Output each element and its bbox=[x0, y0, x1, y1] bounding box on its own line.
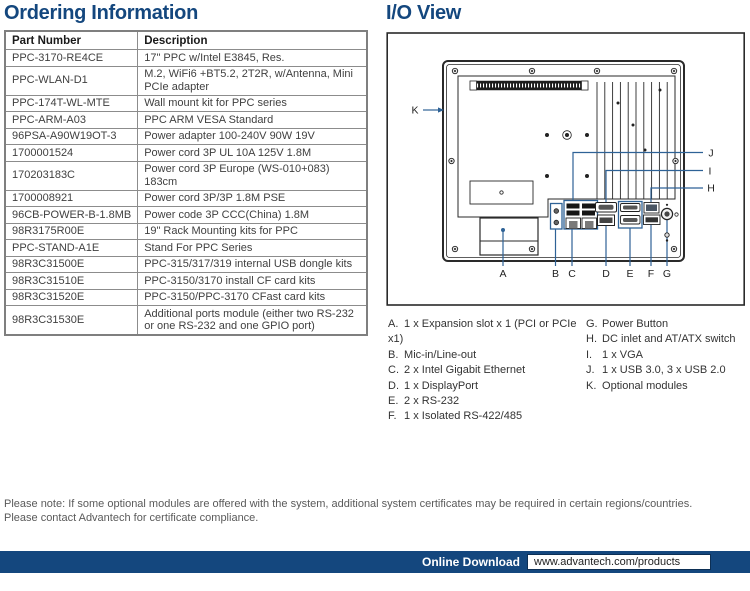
description-cell: PPC ARM VESA Standard bbox=[138, 112, 367, 129]
callout-letter-c: C bbox=[568, 268, 576, 280]
table-row bbox=[5, 190, 367, 207]
part-number-cell: 98R3175R00E bbox=[5, 223, 138, 240]
part-number-cell: 1700008921 bbox=[5, 190, 138, 207]
part-number-cell: 96PSA-A90W19OT-3 bbox=[5, 128, 138, 145]
column-header-part-number: Part Number bbox=[5, 31, 138, 50]
io-legend bbox=[388, 317, 748, 425]
rs232-ports bbox=[619, 202, 643, 229]
table-row bbox=[5, 161, 367, 190]
description-cell: PPC-3150/3170 install CF card kits bbox=[138, 273, 367, 290]
table-row bbox=[5, 240, 367, 257]
callout-letter-d: D bbox=[602, 268, 610, 280]
table-row bbox=[5, 145, 367, 162]
table-row bbox=[5, 306, 367, 336]
part-number-cell: 98R3C31510E bbox=[5, 273, 138, 290]
legend-item: F. 1 x Isolated RS-422/485 bbox=[388, 410, 523, 423]
device-outline bbox=[443, 61, 684, 261]
legend-item: B. Mic-in/Line-out bbox=[388, 348, 477, 361]
description-cell: 19" Rack Mounting kits for PPC bbox=[138, 223, 367, 240]
table-row bbox=[5, 289, 367, 306]
vent-strip bbox=[470, 81, 588, 90]
note-line-1: Please note: If some optional modules are offered with the system, additional system certificates may be required in certain regions/countries. bbox=[4, 498, 693, 510]
io-legend-left-column bbox=[388, 317, 586, 425]
callout-lines bbox=[423, 107, 703, 266]
audio-jacks bbox=[551, 204, 563, 230]
description-cell: Power cord 3P UL 10A 125V 1.8M bbox=[138, 145, 367, 162]
rs422-485-port bbox=[644, 215, 661, 225]
callout-letter-e: E bbox=[626, 268, 634, 280]
table-row bbox=[5, 256, 367, 273]
label-plate bbox=[470, 181, 533, 204]
description-cell: Power cord 3P Europe (WS-010+083) 183cm bbox=[138, 161, 367, 190]
callout-letter-k: K bbox=[411, 104, 419, 117]
legend-item: K. Optional modules bbox=[586, 379, 688, 392]
callout-letter-f: F bbox=[647, 268, 655, 280]
ordering-information-title: Ordering Information bbox=[4, 2, 199, 24]
part-number-cell: PPC-STAND-A1E bbox=[5, 240, 138, 257]
part-number-cell: 170203183C bbox=[5, 161, 138, 190]
callout-letter-h: H bbox=[707, 182, 715, 195]
callout-letter-i: I bbox=[708, 165, 712, 178]
description-cell: Power cord 3P/3P 1.8M PSE bbox=[138, 190, 367, 207]
table-row bbox=[5, 112, 367, 129]
legend-item: C. 2 x Intel Gigabit Ethernet bbox=[388, 364, 526, 377]
description-cell: Power adapter 100-240V 90W 19V bbox=[138, 128, 367, 145]
online-download-label: Online Download bbox=[422, 555, 520, 569]
table-row bbox=[5, 223, 367, 240]
vesa-mount-holes bbox=[545, 131, 589, 178]
legend-item: I. 1 x VGA bbox=[586, 348, 644, 361]
table-row bbox=[5, 66, 367, 95]
description-cell: Power code 3P CCC(China) 1.8M bbox=[138, 207, 367, 224]
part-number-cell: PPC-WLAN-D1 bbox=[5, 66, 138, 95]
legend-item: J. 1 x USB 3.0, 3 x USB 2.0 bbox=[586, 364, 726, 377]
table-row bbox=[5, 128, 367, 145]
description-cell: Wall mount kit for PPC series bbox=[138, 95, 367, 112]
legend-item: G. Power Button bbox=[586, 318, 669, 330]
part-number-cell: 98R3C31520E bbox=[5, 289, 138, 306]
description-cell: 17" PPC w/Intel E3845, Res. bbox=[138, 50, 367, 67]
power-button bbox=[661, 204, 678, 242]
download-url-link[interactable]: www.advantech.com/products bbox=[527, 554, 711, 570]
vga-port bbox=[596, 203, 617, 213]
legend-item: A. 1 x Expansion slot x 1 (PCI or PCIe x1) bbox=[388, 318, 577, 346]
diagram-frame bbox=[387, 33, 744, 305]
note-line-2: Please contact Advantech for certificate compliance. bbox=[4, 512, 259, 524]
column-header-description: Description bbox=[138, 31, 367, 50]
description-cell: Stand For PPC Series bbox=[138, 240, 367, 257]
part-number-cell: PPC-ARM-A03 bbox=[5, 112, 138, 129]
part-number-cell: 1700001524 bbox=[5, 145, 138, 162]
certificate-note bbox=[4, 497, 746, 525]
io-view-title: I/O View bbox=[386, 2, 462, 24]
callout-letter-g: G bbox=[662, 268, 672, 280]
part-number-cell: 96CB-POWER-B-1.8MB bbox=[5, 207, 138, 224]
io-legend-right-column bbox=[586, 317, 736, 425]
legend-item: E. 2 x RS-232 bbox=[388, 395, 460, 408]
usb-lan-ports bbox=[564, 201, 598, 230]
part-number-cell: PPC-174T-WL-MTE bbox=[5, 95, 138, 112]
dc-inlet-atx-switch bbox=[644, 203, 659, 214]
table-row bbox=[5, 50, 367, 67]
table-header-row bbox=[5, 31, 367, 50]
table-row bbox=[5, 95, 367, 112]
ordering-table bbox=[4, 30, 368, 336]
description-cell: Additional ports module (either two RS-232 or one RS-232 and one GPIO port) bbox=[138, 306, 367, 336]
callout-letter-b: B bbox=[551, 268, 560, 280]
part-number-cell: PPC-3170-RE4CE bbox=[5, 50, 138, 67]
heatsink-fins bbox=[597, 82, 675, 199]
description-cell: PPC-315/317/319 internal USB dongle kits bbox=[138, 256, 367, 273]
part-number-cell: 98R3C31530E bbox=[5, 306, 138, 336]
callout-letter-j: J bbox=[708, 147, 714, 160]
online-download-bar bbox=[0, 551, 750, 573]
io-view-diagram bbox=[386, 30, 747, 308]
table-row bbox=[5, 273, 367, 290]
displayport bbox=[598, 215, 615, 226]
legend-item: H. DC inlet and AT/ATX switch bbox=[586, 333, 736, 346]
description-cell: M.2, WiFi6 +BT5.2, 2T2R, w/Antenna, Mini PCIe adapter bbox=[138, 66, 367, 95]
table-row bbox=[5, 207, 367, 224]
callout-letter-a: A bbox=[499, 268, 507, 280]
description-cell: PPC-3150/PPC-3170 CFast card kits bbox=[138, 289, 367, 306]
part-number-cell: 98R3C31500E bbox=[5, 256, 138, 273]
legend-item: D. 1 x DisplayPort bbox=[388, 379, 479, 392]
